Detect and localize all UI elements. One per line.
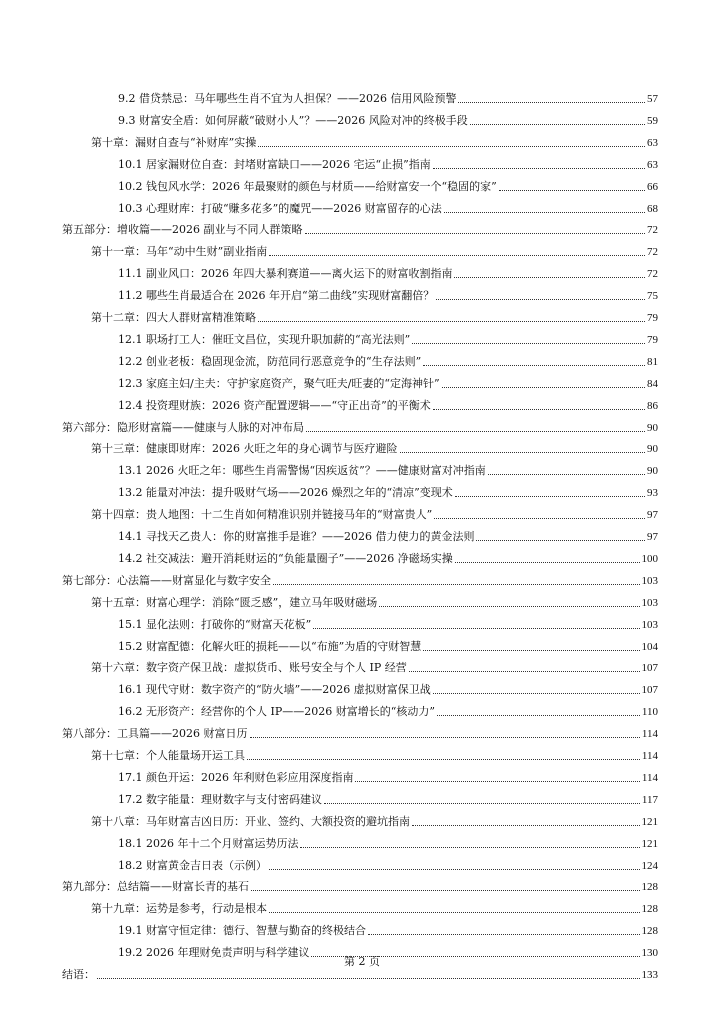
page-number: 第 2 页 xyxy=(344,955,380,968)
toc-entry-page: 72 xyxy=(647,224,658,237)
toc-entry-title: 12.2 创业老板：稳固现金流，防范同行恶意竞争的“生存法则” xyxy=(118,354,422,368)
toc-dot-leader xyxy=(434,518,645,519)
toc-entry-title: 14.1 寻找天乙贵人：你的财富推手是谁？——2026 借力使力的黄金法则 xyxy=(118,530,475,543)
toc-section-entry[interactable] xyxy=(118,699,658,719)
toc-part-entry[interactable] xyxy=(62,217,658,237)
toc-section-entry[interactable] xyxy=(118,393,658,413)
toc-dot-leader xyxy=(306,431,645,432)
toc-section-entry[interactable] xyxy=(118,86,658,106)
toc-dot-leader xyxy=(269,255,645,256)
toc-dot-leader xyxy=(269,869,640,870)
toc-entry-title: 11.1 副业风口：2026 年四大暴利赛道——离火运下的财富收割指南 xyxy=(118,267,453,281)
toc-chapter-entry[interactable] xyxy=(91,743,658,763)
toc-section-entry[interactable] xyxy=(118,349,658,369)
toc-dot-leader xyxy=(488,474,645,475)
toc-section-entry[interactable] xyxy=(118,831,658,851)
toc-section-entry[interactable] xyxy=(118,524,658,544)
toc-entry-page: 81 xyxy=(647,355,658,368)
toc-entry-page: 107 xyxy=(641,662,658,675)
toc-section-entry[interactable] xyxy=(118,765,658,785)
toc-dot-leader xyxy=(458,102,645,103)
toc-entry-page: 110 xyxy=(641,706,658,719)
toc-entry-title: 9.3 财富安全盾：如何屏蔽“破财小人”？——2026 风险对冲的终极手段 xyxy=(118,113,468,127)
toc-entry-page: 117 xyxy=(641,793,658,806)
toc-dot-leader xyxy=(300,847,639,848)
toc-entry-page: 103 xyxy=(641,596,658,609)
toc-chapter-entry[interactable] xyxy=(91,502,658,522)
toc-entry-title: 第九部分：总结篇——财富长青的基石 xyxy=(62,880,249,894)
toc-entry-title: 19.1 财富守恒定律：德行、智慧与勤奋的终极结合 xyxy=(118,924,366,938)
toc-dot-leader xyxy=(455,562,640,563)
toc-dot-leader xyxy=(400,452,646,453)
toc-section-entry[interactable] xyxy=(118,853,658,873)
toc-entry-page: 114 xyxy=(641,728,658,741)
toc-entry-title: 16.2 无形资产：经营你的个人 IP——2026 财富增长的“核动力” xyxy=(118,705,435,719)
toc-entry-page: 103 xyxy=(641,574,658,587)
toc-dot-leader xyxy=(273,584,640,585)
toc-dot-leader xyxy=(423,650,639,651)
toc-section-entry[interactable] xyxy=(118,152,658,172)
toc-entry-title: 14.2 社交减法：避开消耗财运的“负能量圈子”——2026 净磁场实操 xyxy=(118,551,453,565)
toc-entry-title: 12.3 家庭主妇/主夫：守护家庭资产，聚气旺夫/旺妻的“定海神针” xyxy=(118,376,440,390)
toc-entry-title: 第七部分：心法篇——财富显化与数字安全 xyxy=(62,573,271,587)
toc-part-entry[interactable] xyxy=(62,415,658,435)
toc-entry-page: 97 xyxy=(647,531,658,543)
toc-dot-leader xyxy=(433,409,645,410)
toc-entry-title: 10.3 心理财库：打破“赚多花多”的魔咒——2026 财富留存的心法 xyxy=(118,201,442,215)
toc-entry-title: 15.1 显化法则：打破你的“财富天花板” xyxy=(118,617,312,631)
toc-dot-leader xyxy=(470,124,645,125)
toc-entry-page: 84 xyxy=(647,377,658,390)
toc-entry-page: 103 xyxy=(641,618,658,631)
toc-section-entry[interactable] xyxy=(118,612,658,632)
toc-entry-page: 128 xyxy=(641,881,658,894)
toc-entry-title: 15.2 财富配德：化解火旺的损耗——以“布施”为盾的守财智慧 xyxy=(118,639,422,653)
toc-entry-page: 121 xyxy=(641,815,658,828)
toc-part-entry[interactable] xyxy=(62,568,658,588)
toc-part-entry[interactable] xyxy=(62,721,658,741)
toc-entry-title: 10.2 钱包风水学：2026 年最聚财的颜色与材质——给财富安一个“稳固的家” xyxy=(118,179,497,193)
toc-entry-title: 13.1 2026 火旺之年：哪些生肖需警惕“因疾返贫”？——健康财富对冲指南 xyxy=(118,464,486,478)
toc-entry-page: 79 xyxy=(647,312,658,324)
toc-entry-title: 第八部分：工具篇——2026 财富日历 xyxy=(62,727,248,741)
toc-entry-page: 100 xyxy=(641,552,658,565)
toc-entry-page: 97 xyxy=(647,509,658,522)
toc-entry-title: 18.2 财富黄金吉日表（示例） xyxy=(118,858,267,872)
toc-entry-page: 128 xyxy=(641,925,658,938)
toc-entry-page: 90 xyxy=(647,443,658,456)
toc-section-entry[interactable] xyxy=(118,283,658,303)
toc-entry-title: 第十六章：数字资产保卫战：虚拟货币、账号安全与个人 IP 经营 xyxy=(91,661,407,675)
toc-entry-page: 57 xyxy=(647,93,658,105)
toc-entry-page: 121 xyxy=(641,837,658,850)
toc-entry-title: 第十三章：健康即财库：2026 火旺之年的身心调节与医疗避险 xyxy=(91,442,398,456)
toc-dot-leader xyxy=(324,803,640,804)
toc-section-entry[interactable] xyxy=(118,458,658,478)
toc-dot-leader xyxy=(250,737,640,738)
toc-entry-title: 11.2 哪些生肖最适合在 2026 年开启“第二曲线”实现财富翻倍？ xyxy=(118,289,435,303)
toc-dot-leader xyxy=(442,387,645,388)
toc-dot-leader xyxy=(305,233,646,234)
toc-section-entry[interactable] xyxy=(118,261,658,281)
toc-entry-page: 72 xyxy=(647,268,658,281)
toc-dot-leader xyxy=(455,496,645,497)
toc-chapter-entry[interactable] xyxy=(91,130,658,150)
toc-entry-page: 130 xyxy=(641,947,658,960)
toc-dot-leader xyxy=(269,912,640,913)
toc-entry-page: 59 xyxy=(647,114,658,127)
toc-entry-page: 79 xyxy=(647,333,658,346)
toc-dot-leader xyxy=(97,978,640,979)
toc-entry-page: 63 xyxy=(647,136,658,149)
toc-entry-page: 104 xyxy=(641,640,658,653)
toc-dot-leader xyxy=(444,212,645,213)
toc-dot-leader xyxy=(436,299,645,300)
toc-entry-title: 12.1 职场打工人：催旺文昌位，实现升职加薪的“高光法则” xyxy=(118,332,411,346)
toc-entry-title: 9.2 借贷禁忌：马年哪些生肖不宜为人担保？——2026 信用风险预警 xyxy=(118,92,457,105)
toc-dot-leader xyxy=(454,277,645,278)
toc-entry-page: 90 xyxy=(647,421,658,434)
toc-entry-page: 124 xyxy=(641,859,658,872)
toc-section-entry[interactable] xyxy=(118,546,658,566)
toc-entry-title: 第六部分：隐形财富篇——健康与人脉的对冲布局 xyxy=(62,420,304,434)
toc-dot-leader xyxy=(423,365,645,366)
toc-entry-title: 12.4 投资理财族：2026 资产配置逻辑——“守正出奇”的平衡术 xyxy=(118,398,431,412)
toc-entry-page: 86 xyxy=(647,399,658,412)
toc-dot-leader xyxy=(437,715,640,716)
toc-entry-title: 第十章：漏财自查与“补财库”实操 xyxy=(91,135,257,149)
toc-entry-page: 72 xyxy=(647,246,658,259)
toc-chapter-entry[interactable] xyxy=(91,590,658,610)
toc-dot-leader xyxy=(409,671,640,672)
toc-dot-leader xyxy=(412,825,640,826)
toc-dot-leader xyxy=(355,781,639,782)
toc-section-entry[interactable] xyxy=(118,327,658,347)
toc-section-entry[interactable] xyxy=(118,634,658,654)
toc-section-entry[interactable] xyxy=(118,196,658,216)
toc-section-entry[interactable] xyxy=(118,677,658,697)
toc-section-entry[interactable] xyxy=(118,108,658,128)
toc-chapter-entry[interactable] xyxy=(91,896,658,916)
toc-entry-title: 第十二章：四大人群财富精准策略 xyxy=(91,311,256,324)
toc-entry-title: 19.2 2026 年理财免责声明与科学建议 xyxy=(118,946,310,960)
toc-chapter-entry[interactable] xyxy=(91,655,658,675)
toc-entry-title: 第十七章：个人能量场开运工具 xyxy=(91,749,245,762)
toc-entry-title: 第十一章：马年“动中生财”副业指南 xyxy=(91,245,268,259)
toc-chapter-entry[interactable] xyxy=(91,239,658,259)
toc-entry-page: 114 xyxy=(641,771,658,784)
toc-entry-title: 第十九章：运势是参考，行动是根本 xyxy=(91,902,267,916)
toc-entry-page: 75 xyxy=(647,290,658,303)
toc-dot-leader xyxy=(433,693,640,694)
toc-entry-title: 17.2 数字能量：理财数字与支付密码建议 xyxy=(118,792,322,806)
toc-section-entry[interactable] xyxy=(118,918,658,938)
toc-dot-leader xyxy=(258,321,645,322)
toc-dot-leader xyxy=(313,628,639,629)
toc-entry-title: 18.1 2026 年十二个月财富运势历法 xyxy=(118,836,299,850)
toc-section-entry[interactable] xyxy=(118,480,658,500)
toc-dot-leader xyxy=(258,146,645,147)
toc-entry-page: 114 xyxy=(641,750,658,762)
toc-dot-leader xyxy=(433,168,645,169)
toc-section-entry[interactable] xyxy=(118,174,658,194)
toc-entry-title: 结语： xyxy=(62,968,95,981)
toc-section-entry[interactable] xyxy=(118,787,658,807)
toc-section-entry[interactable] xyxy=(118,371,658,391)
toc-dot-leader xyxy=(476,540,645,541)
toc-chapter-entry[interactable] xyxy=(91,305,658,325)
toc-entry-page: 68 xyxy=(647,202,658,215)
toc-entry-page: 133 xyxy=(641,969,658,981)
toc-dot-leader xyxy=(412,343,645,344)
toc-entry-page: 63 xyxy=(647,158,658,171)
toc-part-entry[interactable] xyxy=(62,874,658,894)
toc-chapter-entry[interactable] xyxy=(91,436,658,456)
toc-entry-title: 第五部分：增收篇——2026 副业与不同人群策略 xyxy=(62,223,303,237)
toc-entry-title: 第十四章：贵人地图：十二生肖如何精准识别并链接马年的“财富贵人” xyxy=(91,508,433,522)
toc-entry-page: 66 xyxy=(647,180,658,193)
toc-dot-leader xyxy=(499,190,645,191)
toc-entry-page: 90 xyxy=(647,465,658,478)
toc-entry-title: 第十五章：财富心理学：消除“匮乏感”，建立马年吸财磁场 xyxy=(91,595,378,609)
toc-entry-page: 128 xyxy=(641,903,658,916)
toc-entry-title: 13.2 能量对冲法：提升吸财气场——2026 燥烈之年的“清凉”变现术 xyxy=(118,486,453,500)
toc-dot-leader xyxy=(247,759,640,760)
toc-chapter-entry[interactable] xyxy=(91,809,658,829)
toc-entry-page: 93 xyxy=(647,487,658,500)
toc-dot-leader xyxy=(368,934,640,935)
toc-dot-leader xyxy=(251,890,640,891)
toc-dot-leader xyxy=(379,606,639,607)
toc-entry-title: 10.1 居家漏财位自查：封堵财富缺口——2026 宅运“止损”指南 xyxy=(118,157,431,171)
toc-entry-title: 17.1 颜色开运：2026 年利财色彩应用深度指南 xyxy=(118,770,354,784)
toc-entry-title: 第十八章：马年财富吉凶日历：开业、签约、大额投资的避坑指南 xyxy=(91,814,410,828)
toc-entry-title: 16.1 现代守财：数字资产的“防火墙”——2026 虚拟财富保卫战 xyxy=(118,683,431,697)
toc-entry-page: 107 xyxy=(641,684,658,697)
